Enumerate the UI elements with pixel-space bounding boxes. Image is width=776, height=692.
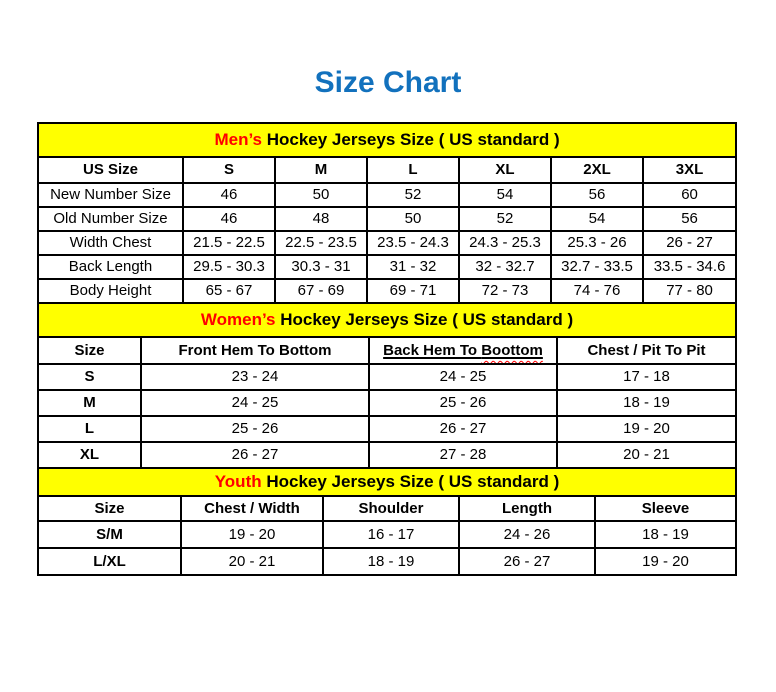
women-column-header: Front Hem To Bottom	[141, 337, 369, 364]
women-row-label: S	[38, 364, 141, 390]
men-column-header: 3XL	[643, 157, 736, 183]
women-cell-value: 25 - 26	[141, 416, 369, 442]
women-section-band	[38, 303, 736, 337]
men-column-header: S	[183, 157, 275, 183]
men-column-header: L	[367, 157, 459, 183]
youth-data-row	[38, 521, 736, 548]
youth-data-row	[38, 548, 736, 575]
women-cell-value: 19 - 20	[557, 416, 736, 442]
men-cell-value: 60	[643, 183, 736, 207]
men-column-header: XL	[459, 157, 551, 183]
youth-title-rest: Hockey Jerseys Size ( US standard )	[261, 472, 560, 492]
women-cell-value: 24 - 25	[141, 390, 369, 416]
youth-cell-value: 18 - 19	[595, 521, 736, 548]
men-cell-value: 67 - 69	[275, 279, 367, 303]
men-cell-value: 69 - 71	[367, 279, 459, 303]
youth-cell-value: 20 - 21	[181, 548, 323, 575]
men-section-band	[38, 123, 736, 157]
men-cell-value: 77 - 80	[643, 279, 736, 303]
mens-size-table	[37, 122, 737, 304]
youth-cell-value: 18 - 19	[323, 548, 459, 575]
women-cell-value: 23 - 24	[141, 364, 369, 390]
youth-cell-value: 24 - 26	[459, 521, 595, 548]
men-cell-value: 23.5 - 24.3	[367, 231, 459, 255]
women-cell-value: 24 - 25	[369, 364, 557, 390]
men-cell-value: 50	[367, 207, 459, 231]
women-cell-value: 26 - 27	[141, 442, 369, 468]
youth-cell-value: 16 - 17	[323, 521, 459, 548]
youth-cell-value: 19 - 20	[181, 521, 323, 548]
women-column-header: Chest / Pit To Pit	[557, 337, 736, 364]
youth-column-header: Sleeve	[595, 496, 736, 521]
youth-column-header: Shoulder	[323, 496, 459, 521]
men-cell-value: 31 - 32	[367, 255, 459, 279]
men-cell-value: 24.3 - 25.3	[459, 231, 551, 255]
men-row-label: Width Chest	[38, 231, 183, 255]
women-data-row	[38, 442, 736, 468]
youth-cell-value: 19 - 20	[595, 548, 736, 575]
men-data-row	[38, 279, 736, 303]
men-section-title	[38, 123, 736, 157]
women-header-row	[38, 337, 736, 364]
size-chart	[37, 122, 735, 576]
women-cell-value: 25 - 26	[369, 390, 557, 416]
women-cell-value: 27 - 28	[369, 442, 557, 468]
men-row-label: Back Length	[38, 255, 183, 279]
women-data-row	[38, 416, 736, 442]
women-section-title	[38, 303, 736, 337]
men-header-row	[38, 157, 736, 183]
men-cell-value: 30.3 - 31	[275, 255, 367, 279]
women-row-label: XL	[38, 442, 141, 468]
womens-size-table	[37, 302, 737, 469]
women-cell-value: 26 - 27	[369, 416, 557, 442]
youth-row-label: L/XL	[38, 548, 181, 575]
men-cell-value: 65 - 67	[183, 279, 275, 303]
men-cell-value: 21.5 - 22.5	[183, 231, 275, 255]
women-row-label: M	[38, 390, 141, 416]
men-cell-value: 52	[367, 183, 459, 207]
men-cell-value: 52	[459, 207, 551, 231]
men-column-header: 2XL	[551, 157, 643, 183]
youth-cell-value: 26 - 27	[459, 548, 595, 575]
men-data-row	[38, 231, 736, 255]
women-data-row	[38, 390, 736, 416]
youth-title-accent: Youth	[214, 472, 262, 492]
men-title-accent: Men’s	[214, 130, 262, 150]
youth-row-label: S/M	[38, 521, 181, 548]
misspelled-word: Boottom	[481, 341, 543, 359]
men-row-label: New Number Size	[38, 183, 183, 207]
youth-section-band	[38, 468, 736, 496]
women-row-label: L	[38, 416, 141, 442]
youth-size-table	[37, 467, 737, 576]
men-cell-value: 54	[459, 183, 551, 207]
men-cell-value: 29.5 - 30.3	[183, 255, 275, 279]
men-row-label: Old Number Size	[38, 207, 183, 231]
youth-column-header: Size	[38, 496, 181, 521]
men-cell-value: 22.5 - 23.5	[275, 231, 367, 255]
men-cell-value: 32 - 32.7	[459, 255, 551, 279]
women-cell-value: 17 - 18	[557, 364, 736, 390]
men-column-header: M	[275, 157, 367, 183]
men-cell-value: 74 - 76	[551, 279, 643, 303]
men-cell-value: 26 - 27	[643, 231, 736, 255]
women-title-accent: Women’s	[200, 310, 276, 330]
page-title: Size Chart	[314, 66, 462, 99]
women-data-row	[38, 364, 736, 390]
men-cell-value: 56	[551, 183, 643, 207]
men-cell-value: 46	[183, 207, 275, 231]
underlined-header-text: Back Hem To Boottom	[383, 341, 543, 359]
youth-header-row	[38, 496, 736, 521]
women-column-header: Size	[38, 337, 141, 364]
men-cell-value: 48	[275, 207, 367, 231]
men-cell-value: 54	[551, 207, 643, 231]
men-column-header: US Size	[38, 157, 183, 183]
men-title-rest: Hockey Jerseys Size ( US standard )	[262, 130, 560, 150]
men-cell-value: 50	[275, 183, 367, 207]
men-data-row	[38, 207, 736, 231]
youth-column-header: Length	[459, 496, 595, 521]
women-column-header	[369, 337, 557, 364]
men-cell-value: 72 - 73	[459, 279, 551, 303]
men-cell-value: 25.3 - 26	[551, 231, 643, 255]
men-cell-value: 56	[643, 207, 736, 231]
women-cell-value: 18 - 19	[557, 390, 736, 416]
men-data-row	[38, 183, 736, 207]
men-cell-value: 46	[183, 183, 275, 207]
women-cell-value: 20 - 21	[557, 442, 736, 468]
men-data-row	[38, 255, 736, 279]
men-row-label: Body Height	[38, 279, 183, 303]
men-cell-value: 33.5 - 34.6	[643, 255, 736, 279]
men-cell-value: 32.7 - 33.5	[551, 255, 643, 279]
youth-section-title	[38, 468, 736, 496]
youth-column-header: Chest / Width	[181, 496, 323, 521]
women-title-rest: Hockey Jerseys Size ( US standard )	[275, 310, 574, 330]
